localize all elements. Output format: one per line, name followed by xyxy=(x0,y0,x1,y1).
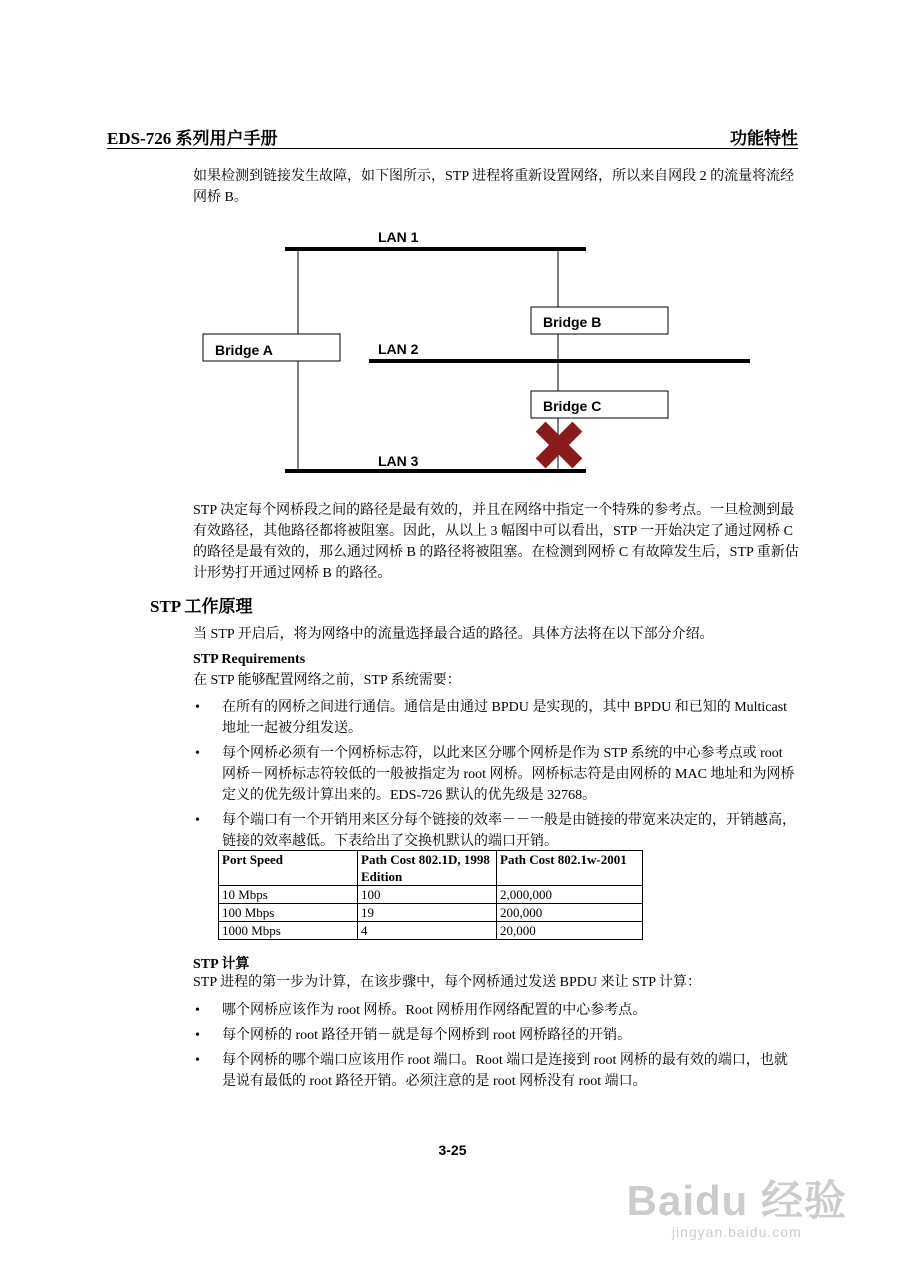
table-cell: 4 xyxy=(358,922,497,940)
calculation-list xyxy=(193,1000,799,1096)
stp-network-diagram xyxy=(0,220,905,485)
page-number: 3-25 xyxy=(438,1142,467,1158)
column-header: Path Cost 802.1D, 1998 Edition xyxy=(358,851,497,886)
bridge-a-label: Bridge A xyxy=(215,342,273,358)
table-cell: 10 Mbps xyxy=(219,886,358,904)
table-cell: 20,000 xyxy=(497,922,643,940)
baidu-jingyan-watermark xyxy=(627,1168,847,1240)
chapter-title: 功能特性 xyxy=(730,129,798,148)
calculation-heading: STP 计算 xyxy=(193,957,250,972)
table-cell: 1000 Mbps xyxy=(219,922,358,940)
table-cell: 19 xyxy=(358,904,497,922)
requirements-heading: STP Requirements xyxy=(193,652,306,667)
table-cell: 2,000,000 xyxy=(497,886,643,904)
calculation-intro: STP 进程的第一步为计算，在该步骤中，每个网桥通过发送 BPDU 来让 STP 计算： xyxy=(193,975,702,990)
list-item: • 哪个网桥应该作为 root 网桥。Root 网桥用作网络配置的中心参考点。 xyxy=(193,1000,799,1021)
watermark-url: jingyan.baidu.com xyxy=(671,1224,802,1240)
bridge-c-label: Bridge C xyxy=(543,398,602,414)
list-item: • 每个网桥必须有一个网桥标志符，以此来区分哪个网桥是作为 STP 系统的中心参考点或 root 网桥－网桥标志符较低的一般被指定为 root 网桥。网桥标志符是由网桥的 MAC 地址和为网桥定义的优先级计算出来的。EDS-726 默认的优先级是 32768。 xyxy=(193,743,799,806)
requirements-intro: 在 STP 能够配置网络之前，STP 系统需要： xyxy=(193,673,461,688)
list-item: • 每个网桥的 root 路径开销－就是每个网桥到 root 网桥路径的开销。 xyxy=(193,1025,799,1046)
path-cost-table xyxy=(218,850,643,940)
section-heading: STP 工作原理 xyxy=(150,597,253,616)
column-header: Port Speed xyxy=(219,851,358,886)
header-divider xyxy=(107,148,798,149)
lan3-label: LAN 3 xyxy=(378,453,419,469)
manual-title: EDS-726 系列用户手册 xyxy=(107,129,278,148)
table-row xyxy=(219,922,643,940)
lan1-label: LAN 1 xyxy=(378,229,419,245)
intro-paragraph: 如果检测到链接发生故障，如下图所示，STP 进程将重新设置网络，所以来自网段 2 的流量将流经网桥 B。 xyxy=(193,169,795,205)
table-cell: 200,000 xyxy=(497,904,643,922)
table-header-row xyxy=(219,851,643,886)
section-intro: 当 STP 开启后，将为网络中的流量选择最合适的路径。具体方法将在以下部分介绍。 xyxy=(193,627,714,642)
table-row xyxy=(219,904,643,922)
list-item: • 每个端口有一个开销用来区分每个链接的效率－－一般是由链接的带宽来决定的，开销越高，链接的效率越低。下表给出了交换机默认的端口开销。 xyxy=(193,810,799,852)
watermark-logo: Baidu 经验 xyxy=(626,1177,847,1224)
list-item: • 在所有的网桥之间进行通信。通信是由通过 BPDU 是实现的，其中 BPDU 和已知的 Multicast 地址一起被分组发送。 xyxy=(193,697,799,739)
table-cell: 100 Mbps xyxy=(219,904,358,922)
requirements-list xyxy=(193,697,799,856)
table-row xyxy=(219,886,643,904)
column-header: Path Cost 802.1w-2001 xyxy=(497,851,643,886)
table-cell: 100 xyxy=(358,886,497,904)
stp-decision-paragraph: STP 决定每个网桥段之间的路径是最有效的，并且在网络中指定一个特殊的参考点。一旦检测到最有效路径，其他路径都将被阻塞。因此，从以上 3 幅图中可以看出，STP 一开始决定了通过网桥 C 的路径是最有效的，那么通过网桥 B 的路径将被阻塞。在检测到网桥 C 有故障发生后，STP 重新估计形势打开通过网桥 B 的路径。 xyxy=(193,503,799,581)
lan2-label: LAN 2 xyxy=(378,341,419,357)
bridge-b-label: Bridge B xyxy=(543,314,602,330)
list-item: • 每个网桥的哪个端口应该用作 root 端口。Root 端口是连接到 root 网桥的最有效的端口，也就是说有最低的 root 路径开销。必须注意的是 root 网桥没有 root 端口。 xyxy=(193,1050,799,1092)
